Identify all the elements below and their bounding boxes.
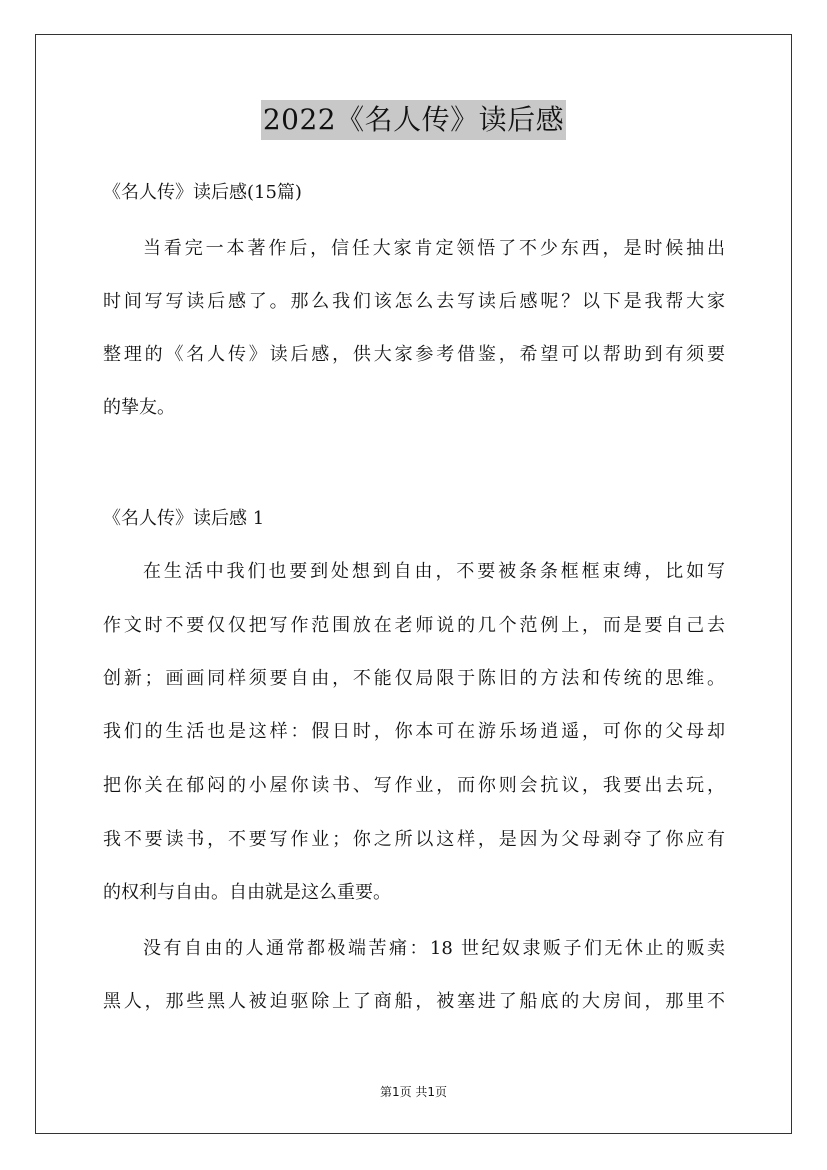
- section-heading: 《名人传》读后感 1: [103, 508, 265, 529]
- document-subtitle: 《名人传》读后感(15篇): [103, 182, 302, 203]
- page-footer: 第1页 共1页: [379, 1085, 448, 1099]
- paragraph-line: 把你关在郁闷的小屋你读书、写作业，而你则会抗议，我要出去玩，: [103, 775, 725, 796]
- paragraph-line: 黑人，那些黑人被迫驱除上了商船，被塞进了船底的大房间，那里不: [103, 991, 725, 1012]
- paragraph-line: 作文时不要仅仅把写作范围放在老师说的几个范例上，而是要自己去: [103, 615, 725, 636]
- paragraph-line: 创新；画画同样须要自由，不能仅局限于陈旧的方法和传统的思维。: [103, 668, 725, 689]
- paragraph-line: 我不要读书，不要写作业；你之所以这样，是因为父母剥夺了你应有: [103, 829, 725, 850]
- document-title: 2022《名人传》读后感: [261, 100, 566, 140]
- intro-line: 当看完一本著作后，信任大家肯定领悟了不少东西，是时候抽出: [143, 238, 725, 259]
- intro-line: 整理的《名人传》读后感，供大家参考借鉴，希望可以帮助到有须要: [103, 344, 725, 365]
- paragraph-line: 在生活中我们也要到处想到自由，不要被条条框框束缚，比如写: [143, 561, 725, 582]
- intro-line: 时间写写读后感了。那么我们该怎么去写读后感呢？以下是我帮大家: [103, 291, 725, 312]
- paragraph-line: 的权利与自由。自由就是这么重要。: [103, 882, 391, 903]
- title-container: [0, 100, 827, 140]
- intro-line: 的挚友。: [103, 397, 175, 418]
- paragraph-line: 我们的生活也是这样：假日时，你本可在游乐场逍遥，可你的父母却: [103, 721, 725, 742]
- paragraph-line: 没有自由的人通常都极端苦痛：18 世纪奴隶贩子们无休止的贩卖: [143, 938, 725, 959]
